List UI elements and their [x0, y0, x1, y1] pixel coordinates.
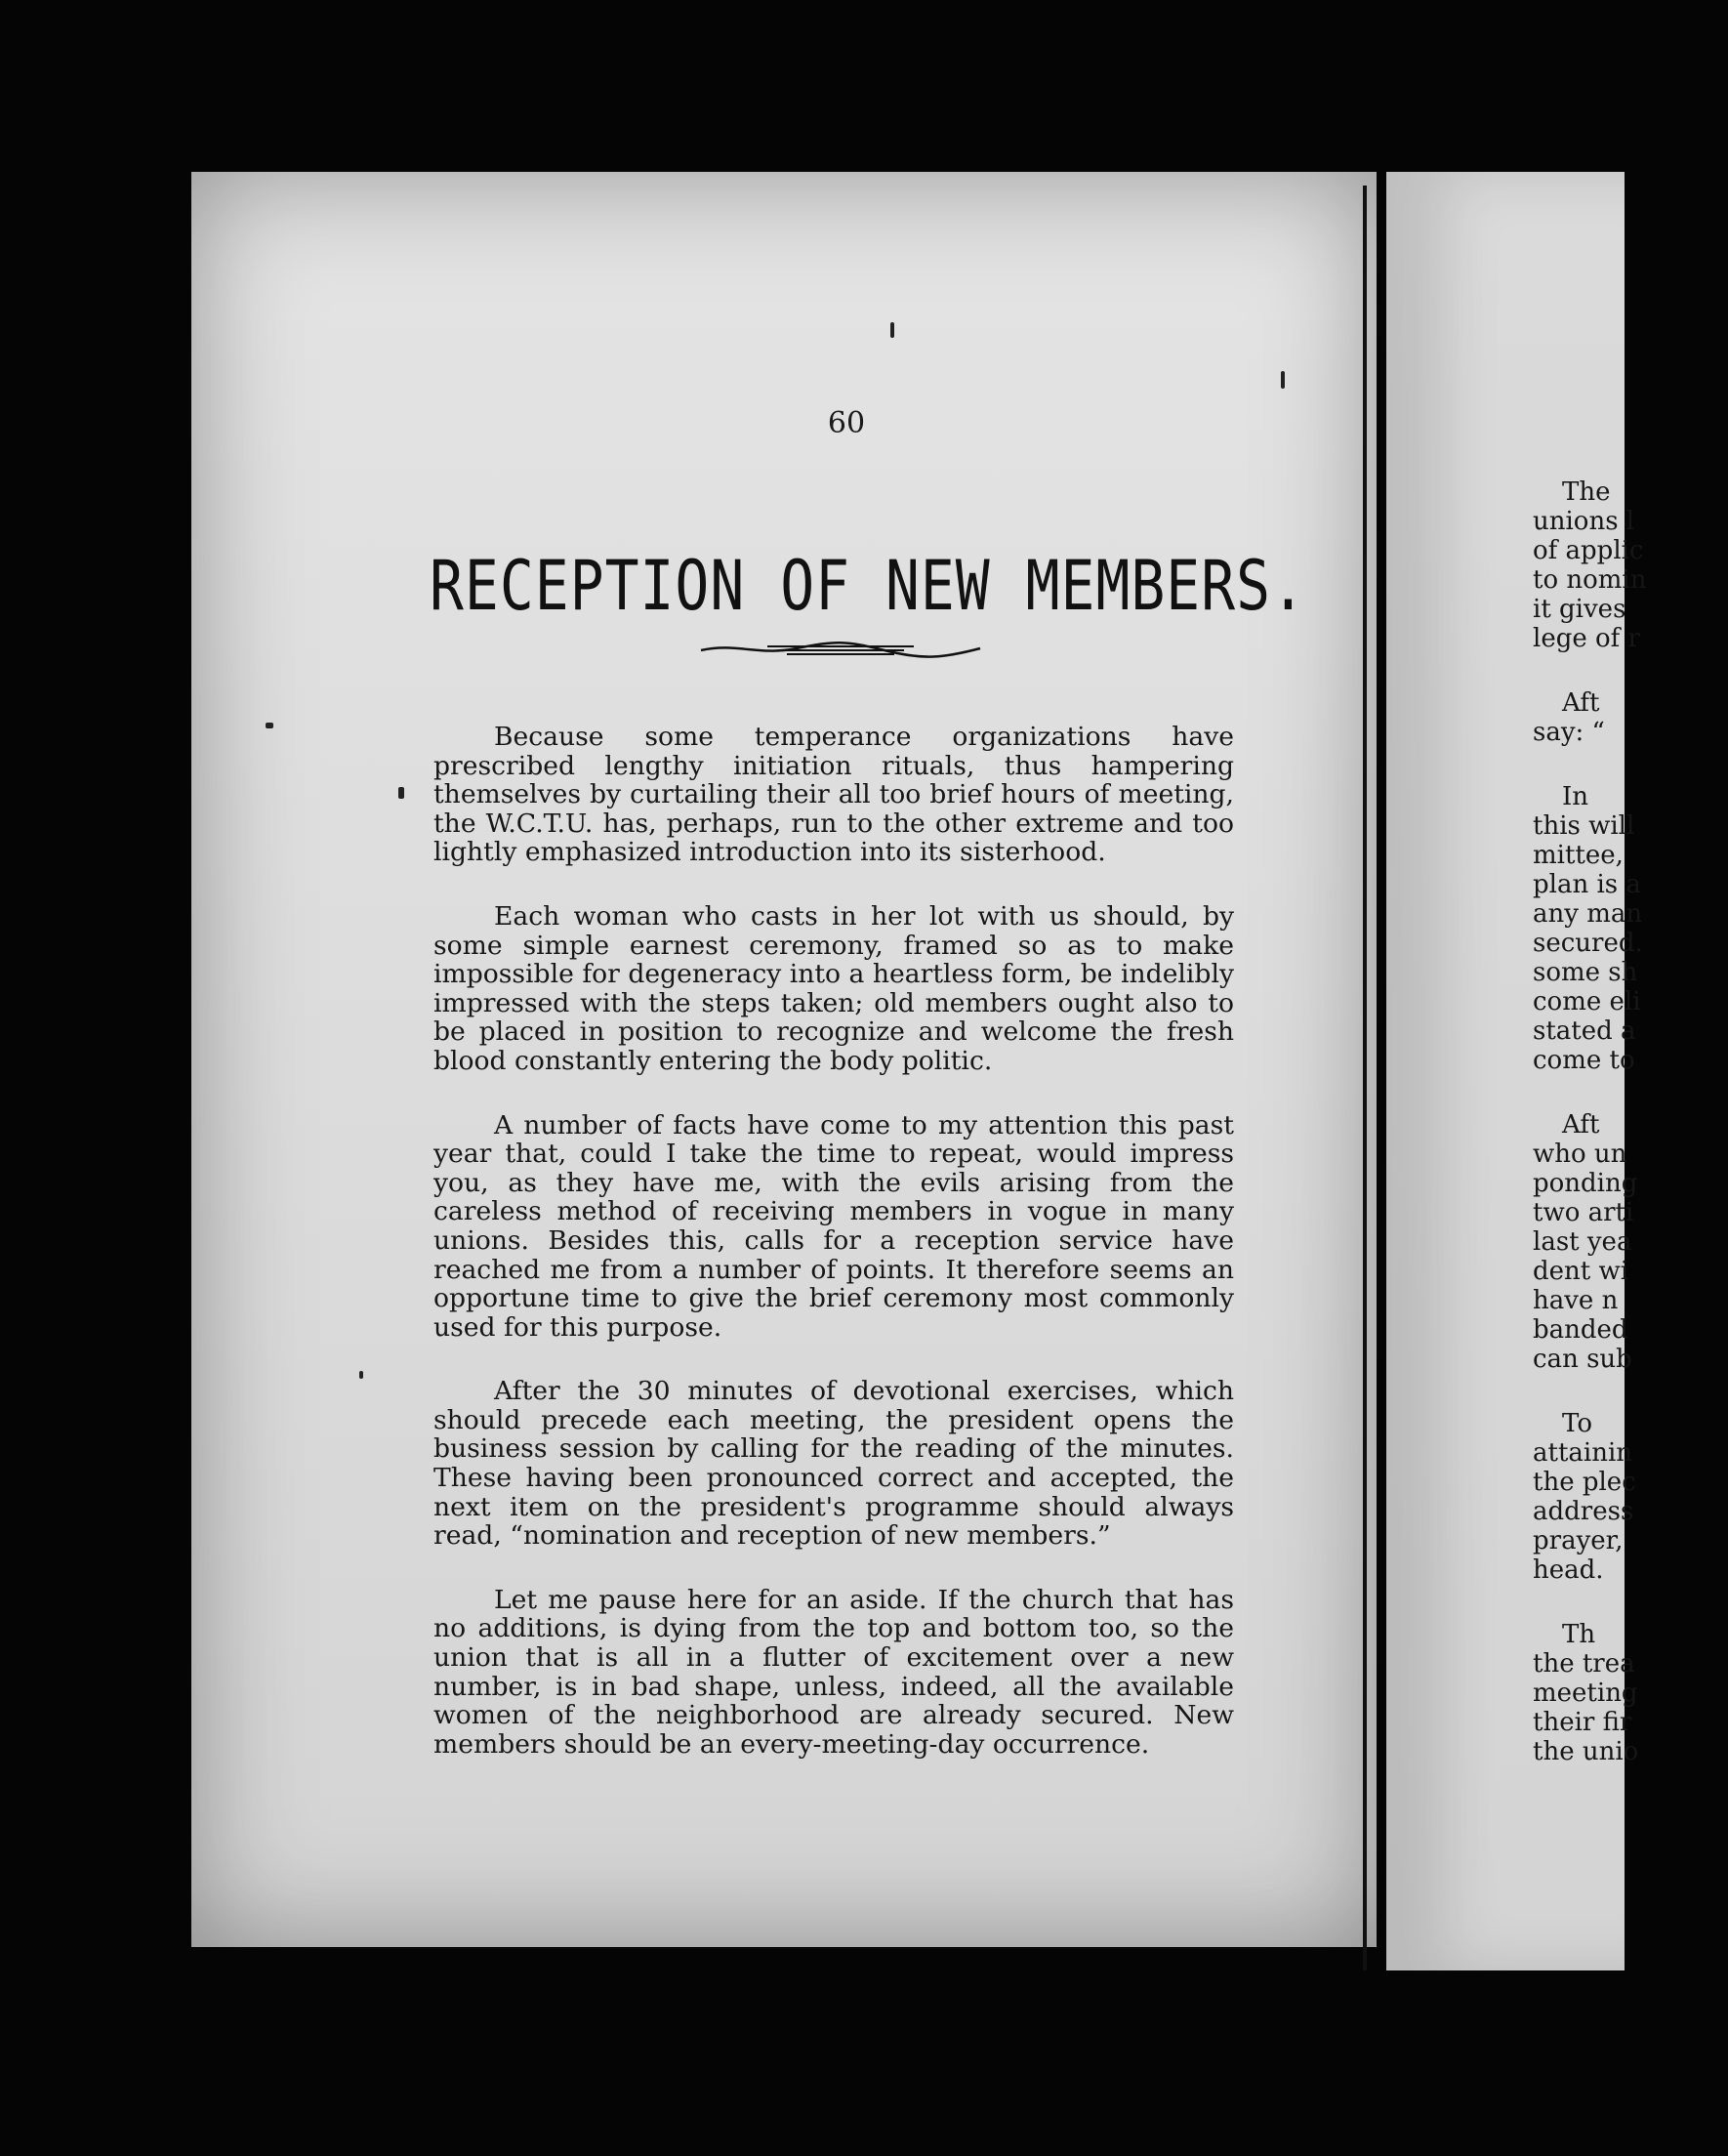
- facing-line: Aft: [1562, 1110, 1600, 1140]
- facing-line: secured.: [1533, 929, 1643, 958]
- paragraph: After the 30 minutes of devotional exercises, which should precede each meeting, the president opens the business session by calling for the reading of the minutes. These having been pronounced correct and accepted, the next item on the president's programme should always read, “nomination and reception of new members.”: [433, 1376, 1234, 1552]
- facing-line: banded: [1533, 1315, 1628, 1345]
- facing-line: come eli: [1533, 987, 1641, 1016]
- facing-line: head.: [1533, 1555, 1604, 1585]
- facing-page: [1386, 172, 1647, 1970]
- facing-line: say: “: [1533, 718, 1605, 747]
- paragraph: A number of facts have come to my attention this past year that, could I take the time to repeat, would impress you, as they have me, with the evils arising from the careless method of receiving members in vogue in many unions. Besides this, calls for a reception service have reached me from a number of points. It therefore seems an opportune time to give the brief ceremony most commonly used for this purpose.: [433, 1109, 1234, 1343]
- scan-speck: [890, 322, 894, 338]
- page-gutter-line: [1363, 186, 1367, 1970]
- scan-speck: [266, 723, 273, 728]
- article-body: [433, 723, 1234, 1794]
- facing-line: who un: [1533, 1140, 1627, 1169]
- facing-line: two arti: [1533, 1198, 1634, 1227]
- facing-line: attainin: [1533, 1438, 1633, 1468]
- facing-line: unions l: [1533, 507, 1635, 536]
- scan-speck: [1281, 371, 1285, 389]
- facing-line: their fir: [1533, 1708, 1632, 1737]
- facing-line: it gives: [1533, 595, 1626, 624]
- facing-line: have n: [1533, 1286, 1619, 1315]
- facing-line: any man: [1533, 899, 1643, 929]
- facing-line: some sh: [1533, 958, 1638, 987]
- facing-line: Aft: [1562, 688, 1600, 718]
- facing-line: can sub: [1533, 1345, 1632, 1374]
- facing-line: the trea: [1533, 1649, 1635, 1679]
- facing-line: to nomin: [1533, 565, 1647, 595]
- chapter-title: RECEPTION OF NEW MEMBERS.: [430, 545, 1306, 626]
- scan-speck: [398, 787, 404, 799]
- title-ornament: [699, 635, 982, 664]
- paragraph: Each woman who casts in her lot with us should, by some simple earnest ceremony, framed so as to make impossible for degeneracy into a heartless form, be indelibly impressed with the steps taken; old members ought also to be placed in position to recognize and welcome the fresh blood constantly entering the body politic.: [433, 900, 1234, 1076]
- facing-line: In: [1562, 782, 1589, 811]
- facing-line: dent wi: [1533, 1257, 1629, 1286]
- facing-line: stated a: [1533, 1016, 1636, 1046]
- facing-line: the plec: [1533, 1468, 1636, 1497]
- facing-line: Th: [1562, 1620, 1596, 1649]
- facing-line: plan is a: [1533, 870, 1641, 899]
- facing-line: come to: [1533, 1046, 1635, 1075]
- facing-line: this will: [1533, 811, 1635, 841]
- scan-speck: [359, 1371, 363, 1379]
- facing-line: ponding: [1533, 1169, 1638, 1198]
- paragraph: Because some temperance organizations have prescribed lengthy initiation rituals, thus hampering themselves by curtailing their all too brief hours of meeting, the W.C.T.U. has, perhaps, run to the other extreme and too lightly emphasized introduction into its sisterhood.: [433, 722, 1234, 868]
- facing-line: mittee,: [1533, 841, 1624, 870]
- facing-line: prayer,: [1533, 1526, 1624, 1555]
- paragraph: Let me pause here for an aside. If the church that has no additions, is dying from the top and bottom too, so the union that is all in a flutter of excitement over a new number, is in bad shape, unless, indeed, all the available women of the neighborhood are already secured. New members should be an every-meeting-day occurrence.: [433, 1584, 1234, 1760]
- page-number: 60: [827, 406, 866, 440]
- facing-line: address: [1533, 1497, 1634, 1526]
- facing-line: last yea: [1533, 1227, 1632, 1257]
- facing-line: of applic: [1533, 536, 1644, 565]
- facing-line: the unio: [1533, 1737, 1639, 1766]
- facing-line: The: [1562, 477, 1611, 507]
- facing-line: meeting: [1533, 1679, 1638, 1708]
- facing-line: lege of r: [1533, 624, 1640, 653]
- facing-line: To: [1562, 1409, 1592, 1438]
